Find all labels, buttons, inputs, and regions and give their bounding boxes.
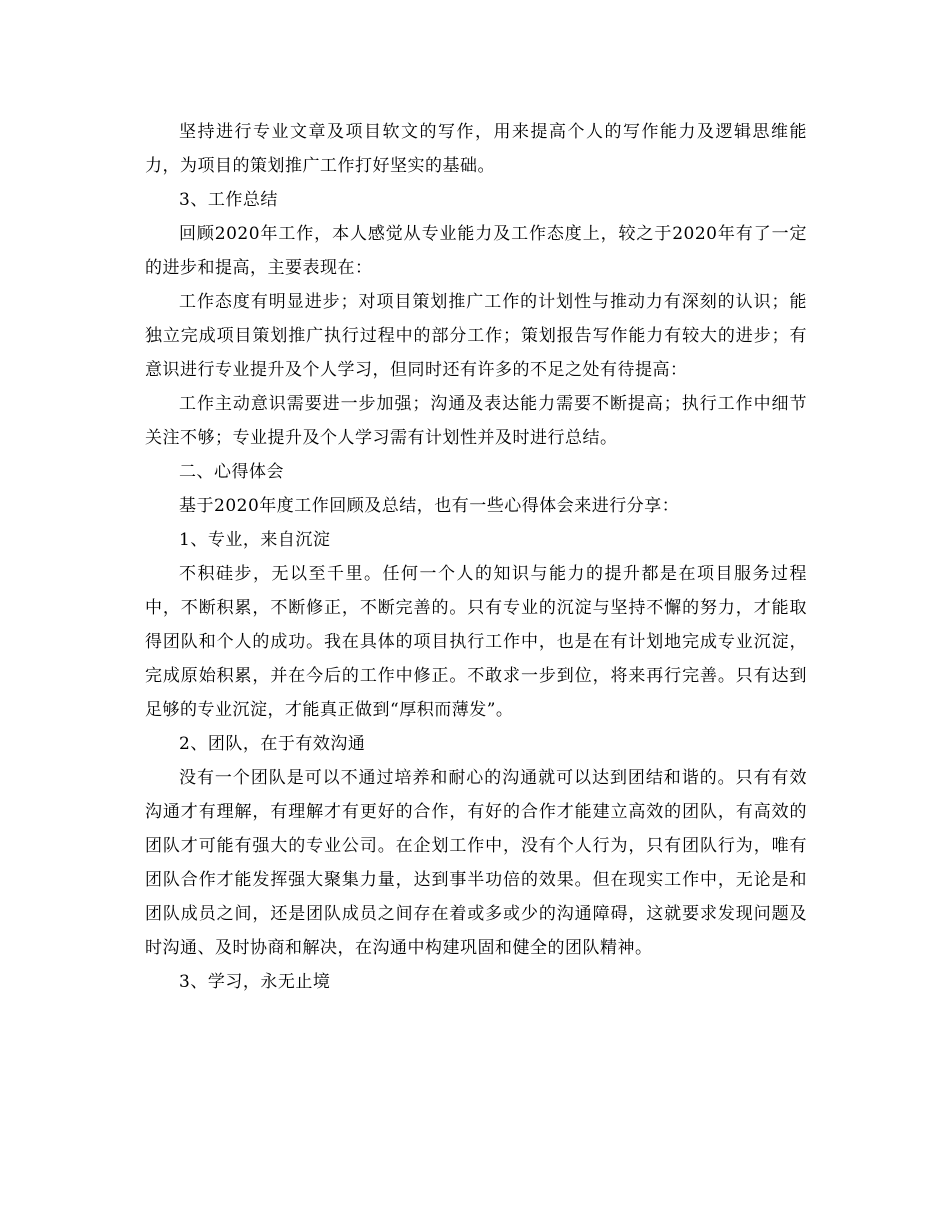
heading-team: 2、团队，在于有效沟通 <box>179 734 366 754</box>
paragraph-progress: 工作态度有明显进步；对项目策划推广工作的计划性与推动力有深刻的认识；能独立完成项目策划推广执行过程中的部分工作；策划报告写作能力有较大的进步；有意识进行专业提升及个人学习，但同时还有许多的不足之处有待提高： <box>145 292 807 380</box>
heading-learning: 3、学习，永无止境 <box>179 972 331 992</box>
paragraph-writing-practice: 坚持进行专业文章及项目软文的写作，用来提高个人的写作能力及逻辑思维能力，为项目的策划推广工作打好坚实的基础。 <box>145 122 807 176</box>
heading-work-summary: 3、工作总结 <box>179 190 278 210</box>
heading-insights: 二、心得体会 <box>179 462 284 482</box>
paragraph-shortcomings: 工作主动意识需要进一步加强；沟通及表达能力需要不断提高；执行工作中细节关注不够；专业提升及个人学习需有计划性并及时进行总结。 <box>145 394 807 448</box>
paragraph-professional: 不积硅步，无以至千里。任何一个人的知识与能力的提升都是在项目服务过程中，不断积累，不断修正，不断完善的。只有专业的沉淀与坚持不懈的努力，才能取得团队和个人的成功。我在具体的项目执行工作中，也是在有计划地完成专业沉淀，完成原始积累，并在今后的工作中修正。不敢求一步到位，将来再行完善。只有达到足够的专业沉淀，才能真正做到“厚积而薄发”。 <box>145 564 807 720</box>
paragraph-review-2020: 回顾2020年工作，本人感觉从专业能力及工作态度上，较之于2020年有了一定的进步和提高，主要表现在： <box>145 224 807 278</box>
paragraph-team: 没有一个团队是可以不通过培养和耐心的沟通就可以达到团结和谐的。只有有效沟通才有理解，有理解才有更好的合作，有好的合作才能建立高效的团队，有高效的团队才可能有强大的专业公司。在企划工作中，没有个人行为，只有团队行为，唯有团队合作才能发挥强大聚集力量，达到事半功倍的效果。但在现实工作中，无论是和团队成员之间，还是团队成员之间存在着或多或少的沟通障碍，这就要求发现问题及时沟通、及时协商和解决，在沟通中构建巩固和健全的团队精神。 <box>145 768 807 958</box>
paragraph-insights-intro: 基于2020年度工作回顾及总结，也有一些心得体会来进行分享： <box>179 496 680 516</box>
heading-professional: 1、专业，来自沉淀 <box>179 530 331 550</box>
document-body <box>145 115 807 999</box>
